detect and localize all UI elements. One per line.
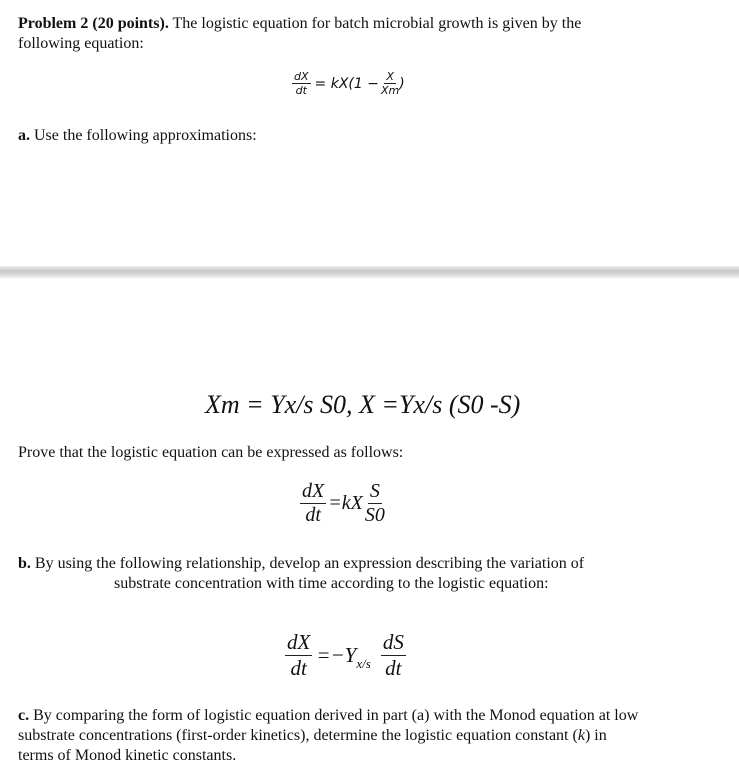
eq1-lhs-den: dt	[295, 84, 307, 97]
eqb-lhs-num: dX	[287, 630, 311, 654]
part-c-k: k	[577, 727, 585, 744]
problem-intro-line1: The logistic equation for batch microbial growth is given by the	[168, 15, 582, 32]
problem-statement	[18, 14, 581, 54]
part-c-label: c.	[18, 707, 30, 724]
eq1-inner-fraction	[381, 70, 399, 97]
eqa-rhs-num: S	[369, 480, 380, 502]
eqb-lhs-fraction	[285, 630, 312, 681]
part-c-line3: terms of Monod kinetic constants.	[18, 747, 237, 764]
part-c-line2b: ) in	[584, 727, 607, 744]
eqa-lhs-fraction	[300, 480, 326, 527]
part-a-text: Use the following approximations:	[30, 127, 257, 144]
page-divider	[0, 266, 739, 278]
problem-title: Problem 2 (20 points).	[18, 15, 169, 32]
part-b-relationship-equation	[285, 630, 406, 681]
part-c-line1: By comparing the form of logistic equation derived in part (a) with the Monod equation at low	[29, 707, 639, 724]
part-c-prompt	[18, 706, 638, 766]
eqa-lhs-den: dt	[305, 504, 321, 526]
problem-intro-line2: following equation:	[18, 35, 144, 52]
eqb-lhs-den: dt	[290, 656, 307, 680]
part-a-prove: Prove that the logistic equation can be expressed as follows:	[18, 444, 404, 461]
approximation-equations: Xm = Yx/s S0, X =Yx/s (S0 -S)	[205, 390, 521, 419]
eqb-rhs-den: dt	[385, 656, 402, 680]
part-b-prompt	[18, 554, 584, 594]
part-a-result-equation	[300, 480, 385, 527]
eq1-lhs-num: dX	[294, 70, 309, 83]
part-b-line1: By using the following relationship, develop an expression describing the variation of	[30, 555, 585, 572]
eqb-rhs-fraction	[381, 630, 406, 681]
part-b-label: b.	[18, 555, 31, 572]
eqa-rhs-den: S0	[364, 504, 385, 526]
part-a-prompt	[18, 126, 257, 146]
eq1-rhs: = kX(1 −	[314, 75, 379, 92]
eqa-rhs-fraction	[365, 480, 385, 527]
part-b-line2: substrate concentration with time according to the logistic equation:	[114, 575, 549, 592]
eq1-inner-num: X	[386, 70, 394, 83]
eq1-close: )	[399, 75, 405, 92]
part-c-line2a: substrate concentrations (first-order kinetics), determine the logistic equation constant (	[18, 727, 578, 744]
eqb-rhs-num: dS	[382, 630, 404, 654]
eqb-mid: =−Y	[316, 643, 357, 667]
eqa-lhs-num: dX	[302, 480, 325, 502]
eq1-inner-den: Xm	[380, 84, 400, 97]
eq1-lhs-fraction	[292, 70, 311, 97]
eqa-mid: =kX	[328, 492, 363, 514]
part-a-label: a.	[18, 127, 30, 144]
logistic-equation	[292, 70, 405, 97]
eqb-sub: x/s	[356, 655, 371, 671]
